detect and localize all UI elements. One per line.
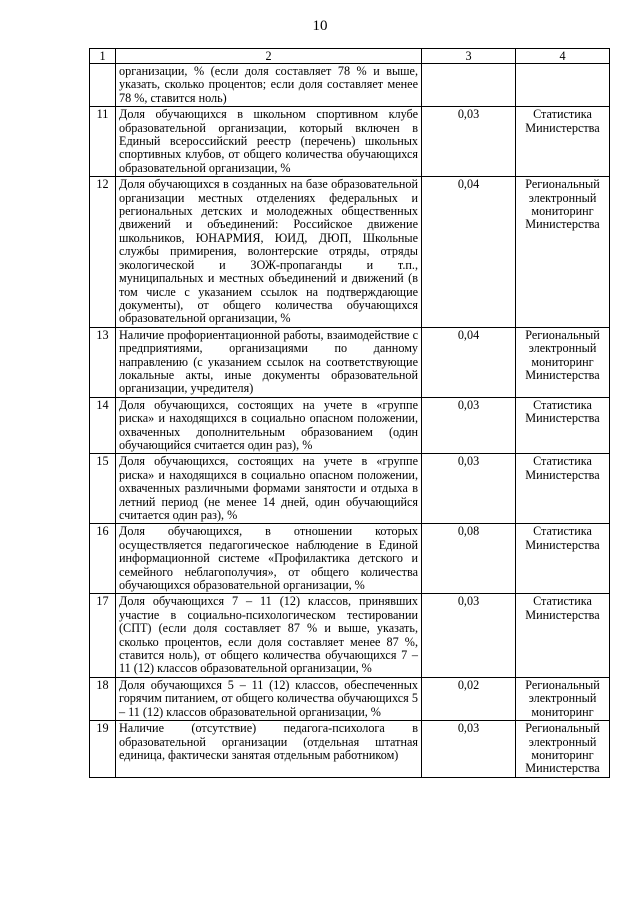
criterion-text: Доля обучающихся, в отношении которых осуществляется педагогическое наблюдение в Единой информационной системе «Профилактика детского и семейного неблагополучия», от общего количества обучающихся образовательной организации, % <box>116 524 422 594</box>
row-number: 13 <box>90 327 116 397</box>
row-number: 17 <box>90 594 116 677</box>
criteria-table <box>89 48 610 778</box>
row-number <box>90 64 116 107</box>
row-number: 18 <box>90 677 116 720</box>
data-source: Статистика Министерства <box>516 397 610 454</box>
data-source: Статистика Министерства <box>516 454 610 524</box>
row-number: 16 <box>90 524 116 594</box>
data-source: Статистика Министерства <box>516 524 610 594</box>
column-header: 1 <box>90 49 116 64</box>
criterion-text: Наличие профориентационной работы, взаимодействие с предприятиями, организациями по данному направлению (с указанием ссылок на соответствующие локальные акты, иные документы образовательной организации, учредителя) <box>116 327 422 397</box>
criterion-weight <box>422 64 516 107</box>
criterion-weight: 0,03 <box>422 397 516 454</box>
data-source: Региональный электронный мониторинг Министерства <box>516 327 610 397</box>
data-source: Статистика Министерства <box>516 107 610 177</box>
criterion-text: Доля обучающихся 7 – 11 (12) классов, принявших участие в социально-психологическом тестировании (СПТ) (если доля составляет 87 % и выше, указать, сколько процентов, если доля составляет менее 87 %, ставится ноль), от общего количества обучающихся 7 – 11 (12) классов образовательной организации, % <box>116 594 422 677</box>
criterion-text: Доля обучающихся в школьном спортивном клубе образовательной организации, который включен в Единый всероссийский реестр (перечень) школьных спортивных клубов, от общего количества обучающихся образовательной организации, % <box>116 107 422 177</box>
table-row <box>90 721 610 778</box>
row-number: 19 <box>90 721 116 778</box>
data-source: Региональный электронный мониторинг Министерства <box>516 177 610 327</box>
criterion-text: Доля обучающихся, состоящих на учете в «группе риска» и находящихся в социально опасном положении, охваченных различными формами занятости и отдыха в летний период (не менее 14 дней, один обучающийся считается один раз), % <box>116 454 422 524</box>
table-row <box>90 64 610 107</box>
criterion-weight: 0,08 <box>422 524 516 594</box>
column-header: 2 <box>116 49 422 64</box>
data-source: Статистика Министерства <box>516 594 610 677</box>
table-row <box>90 524 610 594</box>
table-row <box>90 107 610 177</box>
criterion-text: Доля обучающихся, состоящих на учете в «группе риска» и находящихся в социально опасном положении, охваченных дополнительным образованием (один обучающийся считается один раз), % <box>116 397 422 454</box>
criterion-weight: 0,02 <box>422 677 516 720</box>
row-number: 14 <box>90 397 116 454</box>
table-header-row <box>90 49 610 64</box>
criterion-weight: 0,04 <box>422 327 516 397</box>
table-row <box>90 594 610 677</box>
criterion-weight: 0,03 <box>422 107 516 177</box>
row-number: 15 <box>90 454 116 524</box>
page-number: 10 <box>312 18 328 34</box>
row-number: 11 <box>90 107 116 177</box>
criterion-weight: 0,04 <box>422 177 516 327</box>
column-header: 4 <box>516 49 610 64</box>
criterion-text: Доля обучающихся в созданных на базе образовательной организации местных отделениях федеральных и региональных детских и молодежных общественных движений и объединений: Российское движение школьников, ЮНАРМИЯ, ЮИД, ДЮП, Школьные службы примирения, волонтерские отряды, отряды экологической и ЗОЖ-пропаганды и т.п., муниципальных и местных объединений и движений (в том числе с указанием ссылок на подтверждающие документы), от общего количества обучающихся образовательной организации, % <box>116 177 422 327</box>
criterion-weight: 0,03 <box>422 594 516 677</box>
criterion-weight: 0,03 <box>422 454 516 524</box>
column-header: 3 <box>422 49 516 64</box>
criterion-text: Доля обучающихся 5 – 11 (12) классов, обеспеченных горячим питанием, от общего количества обучающихся 5 – 11 (12) классов образовательной организации, % <box>116 677 422 720</box>
data-source: Региональный электронный мониторинг <box>516 677 610 720</box>
table-row <box>90 677 610 720</box>
data-source <box>516 64 610 107</box>
data-source: Региональный электронный мониторинг Министерства <box>516 721 610 778</box>
table-row <box>90 327 610 397</box>
row-number: 12 <box>90 177 116 327</box>
table-row <box>90 177 610 327</box>
table-row <box>90 454 610 524</box>
criterion-weight: 0,03 <box>422 721 516 778</box>
table-row <box>90 397 610 454</box>
criterion-text: Наличие (отсутствие) педагога-психолога в образовательной организации (отдельная штатная единица, фактически занятая отдельным работником) <box>116 721 422 778</box>
criterion-text: организации, % (если доля составляет 78 % и выше, указать, сколько процентов; если доля составляет менее 78 %, ставится ноль) <box>116 64 422 107</box>
